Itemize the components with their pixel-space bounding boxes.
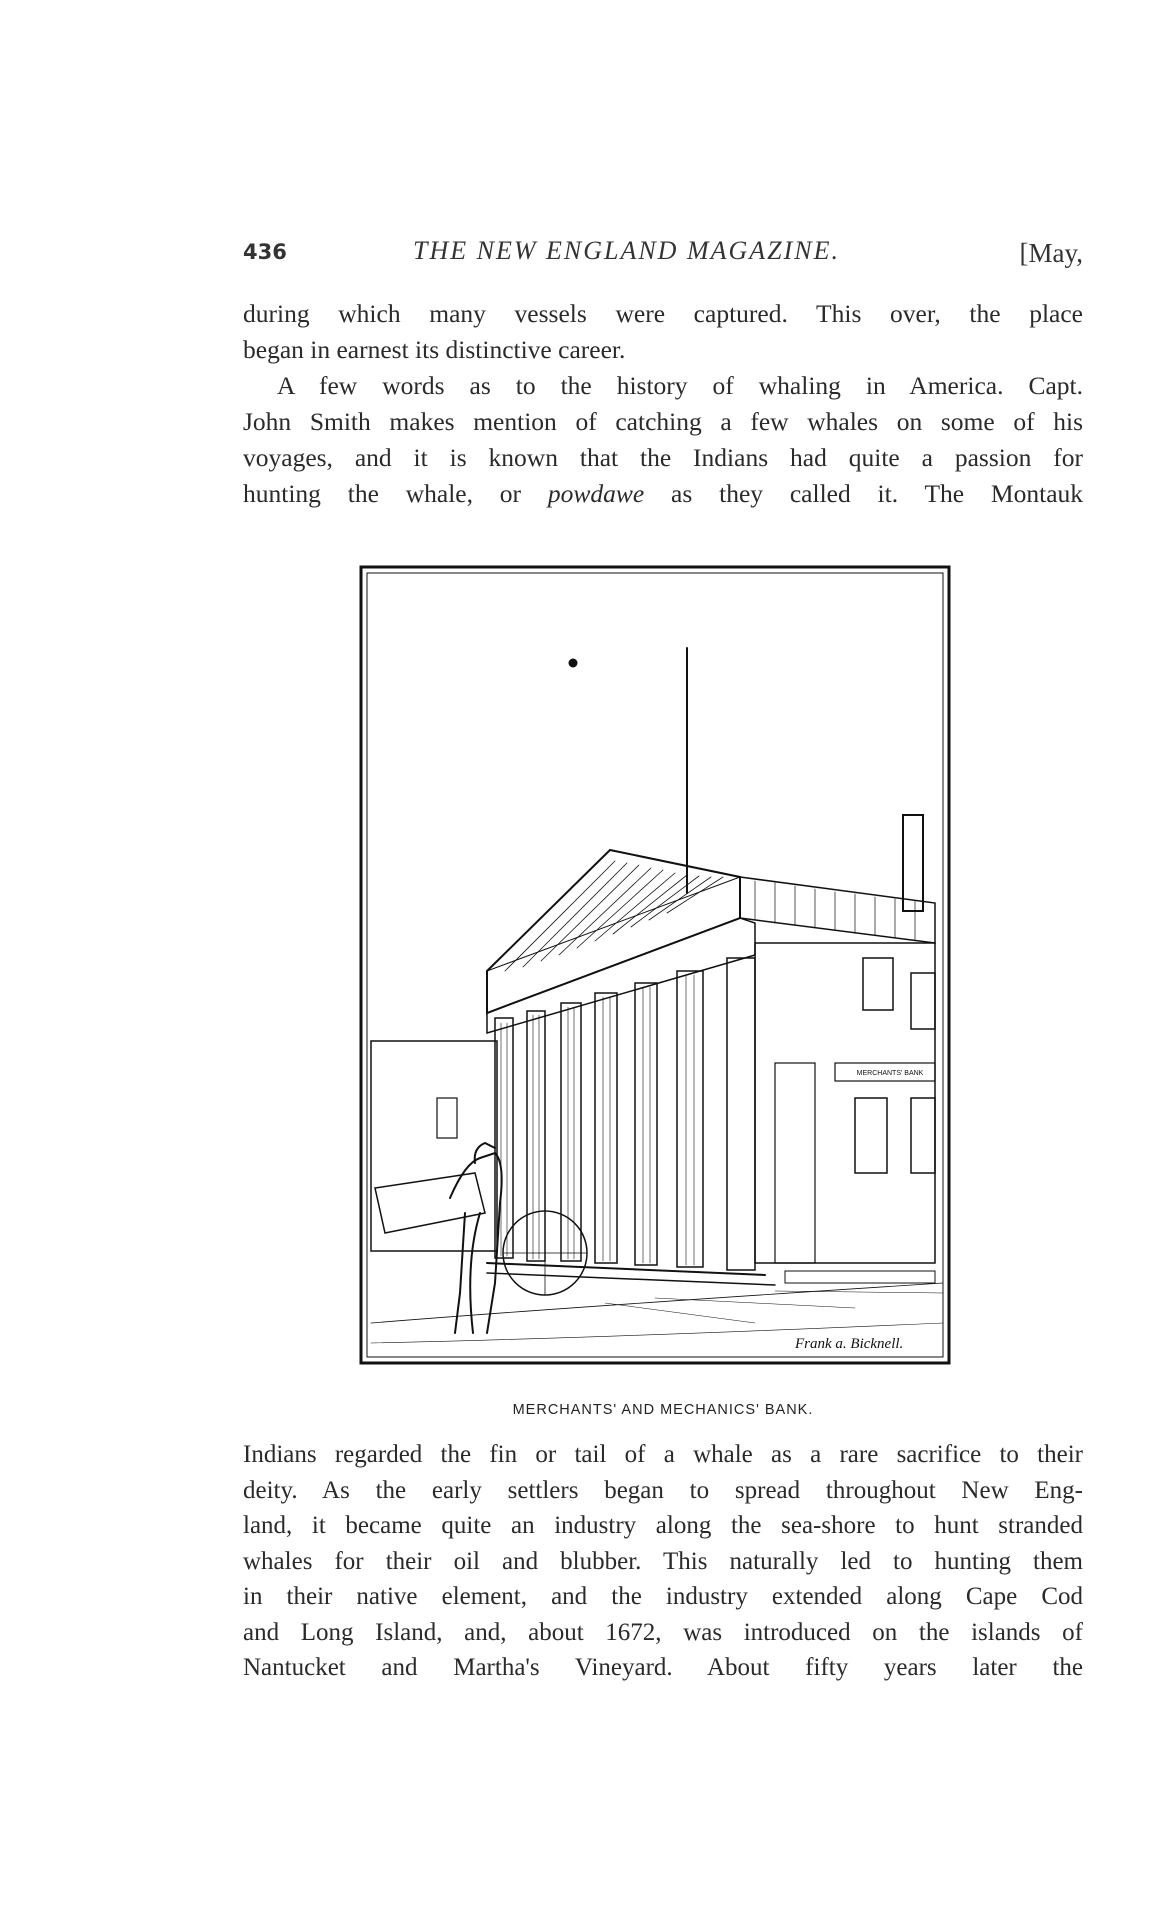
text-line [243, 476, 1083, 512]
text-line: during which many vessels were captured. This over, the place [243, 299, 1083, 328]
paragraph-whaling-history [243, 368, 1083, 512]
text-line: deity. As the early settlers began to spread throughout New Eng- [243, 1476, 1083, 1504]
italic-word: powdawe [547, 479, 645, 508]
text-fragment: hunting the whale, or [243, 479, 548, 508]
text-line: whales for their oil and blubber. This naturally led to hunting them [243, 1547, 1083, 1575]
figure-caption: MERCHANTS' AND MECHANICS' BANK. [512, 1402, 814, 1418]
engraving [355, 563, 955, 1367]
artist-signature: Frank a. Bicknell. [795, 1336, 904, 1352]
issue-month: [May, [1019, 238, 1083, 268]
text-line: land, it became quite an industry along the sea-shore to hunt stranded [243, 1512, 1083, 1539]
running-header [243, 236, 1083, 276]
text-fragment: as they called it. The Montauk [644, 479, 1084, 508]
text-line: John Smith makes mention of catching a few whales on some of his [243, 407, 1083, 436]
text-line: in their native element, and the industry extended along Cape Cod [243, 1583, 1083, 1610]
text-line: Nantucket and Martha's Vineyard. About fifty years later the [243, 1654, 1083, 1681]
text-line: voyages, and it is known that the Indians had quite a passion for [243, 443, 1083, 472]
bank-sign-text: MERCHANTS' BANK [856, 1070, 924, 1077]
bank-illustration [355, 563, 955, 1367]
text-line: and Long Island, and, about 1672, was introduced on the islands of [243, 1618, 1083, 1646]
paragraph-indians [243, 1437, 1083, 1686]
paragraph-continuation [243, 296, 1083, 368]
text-line: A few words as to the history of whaling in America. Capt. [277, 371, 1083, 400]
magazine-title: THE NEW ENGLAND MAGAZINE. [413, 236, 840, 265]
page-number: 436 [243, 240, 287, 264]
text-line: began in earnest its distinctive career. [243, 335, 626, 364]
text-line: Indians regarded the fin or tail of a whale as a rare sacrifice to their [243, 1441, 1083, 1468]
